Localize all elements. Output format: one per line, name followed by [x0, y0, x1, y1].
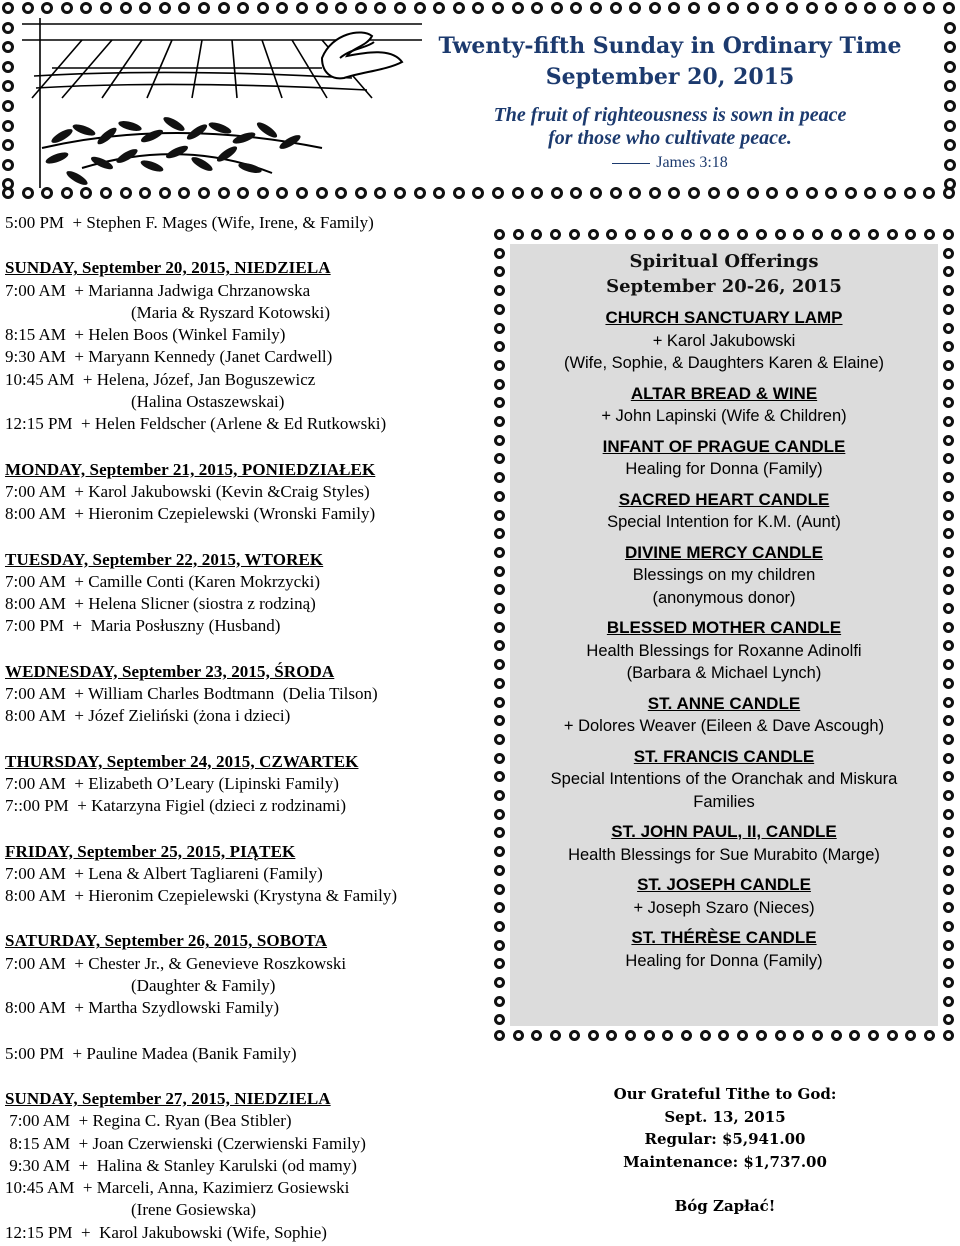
mass-intentions-schedule — [5, 212, 475, 1244]
flower-ornament-icon — [786, 2, 798, 14]
flower-ornament-icon — [943, 379, 954, 390]
spiritual-offerings — [510, 249, 938, 972]
flower-ornament-icon — [806, 2, 818, 14]
flower-ornament-icon — [943, 248, 954, 259]
flower-ornament-icon — [2, 139, 14, 151]
flower-ornament-icon — [943, 435, 954, 446]
tithe-summary — [560, 1083, 890, 1218]
flower-ornament-icon — [747, 2, 759, 14]
flower-ornament-icon — [944, 120, 956, 132]
intention-line: 7:00 AM + Lena & Albert Tagliareni (Family) — [5, 863, 323, 883]
flower-ornament-icon — [531, 2, 543, 14]
flower-ornament-icon — [943, 566, 954, 577]
offering-item — [510, 693, 938, 738]
flower-ornament-icon — [257, 187, 269, 199]
header-text — [430, 32, 910, 172]
day-gap — [5, 1020, 475, 1043]
flower-ornament-icon — [218, 2, 230, 14]
flower-ornament-icon — [472, 2, 484, 14]
flower-ornament-icon — [494, 697, 505, 708]
flower-ornament-icon — [786, 187, 798, 199]
flower-ornament-icon — [512, 187, 524, 199]
flower-ornament-icon — [453, 187, 465, 199]
flower-ornament-icon — [316, 187, 328, 199]
flower-ornament-icon — [494, 940, 505, 951]
tithe-date: Sept. 13, 2015 — [664, 1107, 786, 1126]
flower-ornament-icon — [944, 22, 956, 34]
day-heading: SATURDAY, September 26, 2015, SOBOTA — [5, 931, 328, 951]
quote-line-1: The fruit of righteousness is sown in peace — [493, 104, 847, 126]
flower-ornament-icon — [943, 884, 954, 895]
offering-item — [510, 383, 938, 428]
flower-ornament-icon — [355, 187, 367, 199]
offering-item — [510, 436, 938, 481]
intention-line: 7:00 AM + William Charles Bodtmann (Delia Tilson) — [5, 684, 378, 704]
flower-ornament-icon — [494, 416, 505, 427]
offering-list — [510, 307, 938, 972]
intention-line: 10:45 AM + Marceli, Anna, Kazimierz Gosiewski — [5, 1178, 350, 1198]
flower-ornament-icon — [831, 229, 842, 240]
flower-ornament-icon — [198, 2, 210, 14]
flower-ornament-icon — [943, 603, 954, 614]
intention-line: 9:30 AM + Halina & Stanley Karulski (od mamy) — [5, 1155, 357, 1175]
day-heading: SUNDAY, September 27, 2015, NIEDZIELA — [5, 1088, 331, 1108]
flower-ornament-icon — [394, 187, 406, 199]
day-gap — [5, 728, 475, 751]
day-heading: THURSDAY, September 24, 2015, CZWARTEK — [5, 751, 359, 771]
flower-ornament-icon — [178, 2, 190, 14]
quote-line-2: for those who cultivate peace. — [548, 127, 792, 149]
flower-ornament-icon — [775, 229, 786, 240]
intention-line: 8:00 AM + Martha Szydlowski Family) — [5, 998, 280, 1018]
flower-ornament-icon — [494, 510, 505, 521]
flower-ornament-icon — [943, 753, 954, 764]
flower-ornament-icon — [625, 229, 636, 240]
offering-item — [510, 746, 938, 814]
flower-ornament-icon — [494, 921, 505, 932]
flower-ornament-icon — [708, 187, 720, 199]
flower-ornament-icon — [766, 187, 778, 199]
flower-ornament-icon — [944, 139, 956, 151]
intention-line: 7::00 PM + Katarzyna Figiel (dzieci z rodzinami) — [5, 796, 346, 816]
flower-ornament-icon — [22, 187, 34, 199]
intention-line: 5:00 PM + Pauline Madea (Banik Family) — [5, 1043, 297, 1063]
flower-ornament-icon — [944, 159, 956, 171]
intention-line: 8:00 AM + Hieronim Czepielewski (Krystyna & Family) — [5, 886, 398, 906]
flower-ornament-icon — [944, 80, 956, 92]
intention-line: 7:00 AM + Chester Jr., & Genevieve Roszkowski — [5, 953, 347, 973]
flower-ornament-icon — [884, 2, 896, 14]
flower-ornament-icon — [296, 187, 308, 199]
flower-ornament-icon — [944, 61, 956, 73]
flower-ornament-icon — [551, 2, 563, 14]
flower-ornament-icon — [472, 187, 484, 199]
day-heading: WEDNESDAY, September 23, 2015, ŚRODA — [5, 661, 335, 681]
flower-ornament-icon — [649, 187, 661, 199]
day-heading: FRIDAY, September 25, 2015, PIĄTEK — [5, 841, 296, 861]
offering-heading: DIVINE MERCY CANDLE — [624, 542, 824, 562]
intention-line: (Irene Gosiewska) — [131, 1200, 257, 1220]
tithe-title: Our Grateful Tithe to God: — [613, 1085, 837, 1103]
flower-ornament-icon — [943, 2, 955, 14]
flower-ornament-icon — [296, 2, 308, 14]
flower-ornament-icon — [257, 2, 269, 14]
flower-ornament-icon — [923, 187, 935, 199]
offering-item — [510, 489, 938, 534]
flower-ornament-icon — [531, 187, 543, 199]
em-dash — [612, 163, 650, 164]
intention-line: 8:00 AM + Helena Slicner (siostra z rodziną) — [5, 594, 316, 614]
day-heading: MONDAY, September 21, 2015, PONIEDZIAŁEK — [5, 459, 376, 479]
flower-ornament-icon — [513, 229, 524, 240]
flower-ornament-icon — [943, 491, 954, 502]
flower-ornament-icon — [433, 2, 445, 14]
offering-heading: ST. JOHN PAUL, II, CANDLE — [611, 822, 837, 841]
flower-ornament-icon — [708, 2, 720, 14]
flower-ornament-icon — [2, 80, 14, 92]
flower-ornament-icon — [943, 977, 954, 988]
flower-ornament-icon — [494, 323, 505, 334]
flower-ornament-icon — [494, 996, 505, 1007]
flower-ornament-icon — [494, 379, 505, 390]
flower-ornament-icon — [625, 1030, 636, 1041]
flower-ornament-icon — [494, 360, 505, 371]
offering-line: Blessings on my children — [632, 566, 816, 584]
flower-ornament-icon — [943, 921, 954, 932]
flower-ornament-icon — [494, 304, 505, 315]
intention-line: (Maria & Ryszard Kotowski) — [131, 302, 331, 322]
flower-ornament-icon — [237, 2, 249, 14]
flower-ornament-icon — [2, 41, 14, 53]
flower-ornament-icon — [316, 2, 328, 14]
flower-ornament-icon — [494, 809, 505, 820]
flower-ornament-icon — [943, 1030, 954, 1041]
offering-item — [510, 821, 938, 866]
flower-ornament-icon — [494, 491, 505, 502]
offering-item — [510, 542, 938, 610]
offering-item — [510, 307, 938, 375]
intention-line: 8:15 AM + Helen Boos (Winkel Family) — [5, 325, 286, 345]
flower-ornament-icon — [590, 2, 602, 14]
day-heading: SUNDAY, September 20, 2015, NIEDZIELA — [5, 258, 331, 278]
flower-ornament-icon — [845, 187, 857, 199]
flower-ornament-icon — [884, 187, 896, 199]
intention-line: 8:00 AM + Hieronim Czepielewski (Wronski Family) — [5, 504, 376, 524]
flower-ornament-icon — [825, 187, 837, 199]
day-gap — [5, 234, 475, 257]
flower-ornament-icon — [2, 120, 14, 132]
flower-ornament-icon — [494, 678, 505, 689]
offering-item — [510, 927, 938, 972]
flower-ornament-icon — [904, 187, 916, 199]
flower-ornament-icon — [629, 2, 641, 14]
offering-item — [510, 874, 938, 919]
flower-ornament-icon — [943, 865, 954, 876]
flower-ornament-icon — [494, 977, 505, 988]
flower-ornament-icon — [943, 809, 954, 820]
flower-ornament-icon — [766, 2, 778, 14]
flower-ornament-icon — [688, 2, 700, 14]
flower-ornament-icon — [812, 229, 823, 240]
intention-line: 12:15 PM + Helen Feldscher (Arlene & Ed Rutkowski) — [5, 414, 387, 434]
flower-ornament-icon — [569, 1030, 580, 1041]
flower-ornament-icon — [355, 2, 367, 14]
offerings-dates: September 20-26, 2015 — [606, 276, 842, 297]
pre-line: 5:00 PM + Stephen F. Mages (Wife, Irene, & Family) — [5, 213, 374, 232]
flower-ornament-icon — [727, 2, 739, 14]
flower-ornament-icon — [276, 2, 288, 14]
flower-ornament-icon — [494, 884, 505, 895]
flower-ornament-icon — [610, 187, 622, 199]
offering-line: Families — [693, 792, 755, 811]
flower-ornament-icon — [2, 100, 14, 112]
offering-line: (anonymous donor) — [652, 588, 796, 607]
offering-line: Health Blessings for Sue Murabito (Marge) — [568, 845, 880, 864]
intention-line: 12:15 PM + Karol Jakubowski (Wife, Sophie) — [5, 1222, 327, 1242]
day-gap — [5, 526, 475, 549]
offering-line: + Dolores Weaver (Eileen & Dave Ascough) — [563, 717, 885, 735]
intention-line: 10:45 AM + Helena, Józef, Jan Boguszewicz — [5, 369, 316, 389]
day-list — [5, 234, 475, 1244]
flower-ornament-icon — [943, 360, 954, 371]
offering-heading: ST. JOSEPH CANDLE — [637, 875, 811, 894]
flower-ornament-icon — [394, 2, 406, 14]
tithe-maintenance: Maintenance: $1,737.00 — [623, 1152, 827, 1171]
flower-ornament-icon — [681, 229, 692, 240]
flower-ornament-icon — [61, 187, 73, 199]
flower-ornament-icon — [887, 229, 898, 240]
flower-ornament-icon — [681, 1030, 692, 1041]
flower-ornament-icon — [588, 1030, 599, 1041]
flower-ornament-icon — [943, 510, 954, 521]
flower-ornament-icon — [700, 229, 711, 240]
flower-ornament-icon — [943, 697, 954, 708]
flower-ornament-icon — [944, 100, 956, 112]
flower-ornament-icon — [943, 996, 954, 1007]
flower-ornament-icon — [139, 187, 151, 199]
flower-ornament-icon — [887, 1030, 898, 1041]
flower-ornament-icon — [100, 187, 112, 199]
tithe-thanks: Bóg Zapłać! — [674, 1197, 776, 1215]
flower-ornament-icon — [551, 187, 563, 199]
offering-heading: BLESSED MOTHER CANDLE — [606, 618, 842, 637]
flower-ornament-icon — [100, 2, 112, 14]
offering-heading: ALTAR BREAD & WINE — [630, 383, 818, 403]
scripture-quote — [430, 104, 910, 150]
intention-line: 7:00 AM + Camille Conti (Karen Mokrzycki) — [5, 571, 321, 591]
flower-ornament-icon — [198, 187, 210, 199]
flower-ornament-icon — [80, 2, 92, 14]
flower-ornament-icon — [727, 187, 739, 199]
flower-ornament-icon — [943, 678, 954, 689]
offering-heading: SACRED HEART CANDLE — [618, 489, 830, 509]
flower-ornament-icon — [494, 734, 505, 745]
flower-ornament-icon — [644, 1030, 655, 1041]
flower-ornament-icon — [120, 187, 132, 199]
flower-ornament-icon — [159, 2, 171, 14]
flower-ornament-icon — [700, 1030, 711, 1041]
flower-ornament-icon — [825, 2, 837, 14]
flower-ornament-icon — [904, 2, 916, 14]
flower-ornament-icon — [868, 1030, 879, 1041]
offering-heading: INFANT OF PRAGUE CANDLE — [602, 436, 846, 456]
flower-ornament-icon — [2, 61, 14, 73]
flower-ornament-icon — [944, 41, 956, 53]
flower-ornament-icon — [494, 865, 505, 876]
offering-line: + Joseph Szaro (Nieces) — [633, 898, 815, 917]
offering-line: + Karol Jakubowski — [652, 331, 796, 350]
flower-ornament-icon — [747, 187, 759, 199]
day-gap — [5, 638, 475, 661]
flower-ornament-icon — [590, 187, 602, 199]
flower-ornament-icon — [22, 2, 34, 14]
flower-ornament-icon — [335, 187, 347, 199]
citation-text: James 3:18 — [656, 154, 728, 171]
flower-ornament-icon — [756, 229, 767, 240]
flower-ornament-icon — [943, 323, 954, 334]
flower-ornament-icon — [649, 2, 661, 14]
flower-ornament-icon — [943, 229, 954, 240]
flower-ornament-icon — [494, 248, 505, 259]
flower-ornament-icon — [864, 2, 876, 14]
flower-ornament-icon — [943, 304, 954, 315]
flower-ornament-icon — [494, 547, 505, 558]
flower-ornament-icon — [374, 2, 386, 14]
flower-ornament-icon — [494, 1030, 505, 1041]
offering-line: Healing for Donna (Family) — [625, 951, 823, 970]
flower-ornament-icon — [414, 187, 426, 199]
flower-ornament-icon — [374, 187, 386, 199]
flower-ornament-icon — [610, 2, 622, 14]
intention-line: 8:15 AM + Joan Czerwienski (Czerwienski Family) — [5, 1133, 366, 1153]
flower-ornament-icon — [943, 734, 954, 745]
flower-ornament-icon — [775, 1030, 786, 1041]
flower-ornament-icon — [868, 229, 879, 240]
flower-ornament-icon — [2, 159, 14, 171]
offering-line: Healing for Donna (Family) — [625, 460, 823, 478]
intention-line: 7:00 AM + Karol Jakubowski (Kevin &Craig Styles) — [5, 481, 370, 501]
flower-ornament-icon — [756, 1030, 767, 1041]
flower-ornament-icon — [668, 187, 680, 199]
day-gap — [5, 1065, 475, 1088]
day-gap — [5, 907, 475, 930]
flower-ornament-icon — [276, 187, 288, 199]
day-gap — [5, 436, 475, 459]
offering-heading: ST. THÉRÈSE CANDLE — [631, 928, 817, 947]
flower-ornament-icon — [61, 2, 73, 14]
flower-ornament-icon — [492, 187, 504, 199]
flower-ornament-icon — [923, 2, 935, 14]
page-title: Twenty-fifth Sunday in Ordinary Time — [438, 33, 902, 59]
intention-line: 7:00 AM + Marianna Jadwiga Chrzanowska — [5, 280, 311, 300]
offering-line: (Barbara & Michael Lynch) — [626, 664, 822, 682]
flower-ornament-icon — [943, 622, 954, 633]
flower-ornament-icon — [569, 229, 580, 240]
offerings-title: Spiritual Offerings — [629, 251, 819, 272]
flower-ornament-icon — [943, 940, 954, 951]
flower-ornament-icon — [513, 1030, 524, 1041]
flower-ornament-icon — [943, 416, 954, 427]
flower-ornament-icon — [218, 187, 230, 199]
intention-line: 7:00 AM + Regina C. Ryan (Bea Stibler) — [5, 1111, 292, 1131]
flower-ornament-icon — [494, 566, 505, 577]
offering-line: + John Lapinski (Wife & Children) — [601, 407, 847, 425]
flower-ornament-icon — [494, 603, 505, 614]
flower-ornament-icon — [588, 229, 599, 240]
offering-heading: ST. ANNE CANDLE — [647, 693, 801, 713]
flower-ornament-icon — [494, 435, 505, 446]
flower-ornament-icon — [644, 229, 655, 240]
offering-line: Special Intention for K.M. (Aunt) — [607, 513, 841, 531]
flower-ornament-icon — [139, 2, 151, 14]
intention-line: (Daughter & Family) — [131, 976, 276, 996]
offering-line: Special Intentions of the Oranchak and Miskura — [550, 770, 898, 788]
flower-ornament-icon — [80, 187, 92, 199]
flower-ornament-icon — [668, 2, 680, 14]
flower-ornament-icon — [494, 622, 505, 633]
flower-ornament-icon — [494, 753, 505, 764]
flower-ornament-icon — [2, 22, 14, 34]
offering-heading: ST. FRANCIS CANDLE — [633, 746, 815, 766]
page-date: September 20, 2015 — [545, 64, 795, 90]
intention-line: (Halina Ostaszewskai) — [131, 392, 285, 412]
tithe-regular: Regular: $5,941.00 — [644, 1130, 806, 1148]
flower-ornament-icon — [492, 2, 504, 14]
flower-ornament-icon — [414, 2, 426, 14]
flower-ornament-icon — [864, 187, 876, 199]
offering-heading: CHURCH SANCTUARY LAMP — [605, 308, 843, 327]
offering-line: Health Blessings for Roxanne Adinolfi — [586, 641, 862, 660]
flower-ornament-icon — [433, 187, 445, 199]
flower-ornament-icon — [831, 1030, 842, 1041]
flower-ornament-icon — [453, 2, 465, 14]
flower-ornament-icon — [943, 790, 954, 801]
flower-ornament-icon — [688, 187, 700, 199]
flower-ornament-icon — [41, 187, 53, 199]
flower-ornament-icon — [2, 2, 14, 14]
flower-ornament-icon — [494, 229, 505, 240]
scripture-citation — [430, 154, 910, 172]
flower-ornament-icon — [629, 187, 641, 199]
day-heading: TUESDAY, September 22, 2015, WTOREK — [5, 549, 324, 569]
flower-ornament-icon — [120, 2, 132, 14]
flower-ornament-icon — [943, 547, 954, 558]
flower-ornament-icon — [812, 1030, 823, 1041]
field-and-dove-illustration — [22, 18, 422, 188]
flower-ornament-icon — [512, 2, 524, 14]
intention-line: 7:00 PM + Maria Posłuszny (Husband) — [5, 616, 281, 636]
flower-ornament-icon — [944, 178, 956, 190]
flower-ornament-icon — [494, 790, 505, 801]
flower-ornament-icon — [41, 2, 53, 14]
intention-line: 7:00 AM + Elizabeth O’Leary (Lipinski Family) — [5, 773, 339, 793]
flower-ornament-icon — [845, 2, 857, 14]
intention-line: 9:30 AM + Maryann Kennedy (Janet Cardwell) — [5, 347, 333, 367]
day-gap — [5, 818, 475, 841]
flower-ornament-icon — [806, 187, 818, 199]
flower-ornament-icon — [570, 187, 582, 199]
intention-line: 8:00 AM + Józef Zieliński (żona i dzieci) — [5, 706, 291, 726]
flower-ornament-icon — [335, 2, 347, 14]
offering-item — [510, 617, 938, 685]
flower-ornament-icon — [178, 187, 190, 199]
flower-ornament-icon — [159, 187, 171, 199]
flower-ornament-icon — [570, 2, 582, 14]
offering-line: (Wife, Sophie, & Daughters Karen & Elaine) — [563, 354, 885, 372]
flower-ornament-icon — [237, 187, 249, 199]
